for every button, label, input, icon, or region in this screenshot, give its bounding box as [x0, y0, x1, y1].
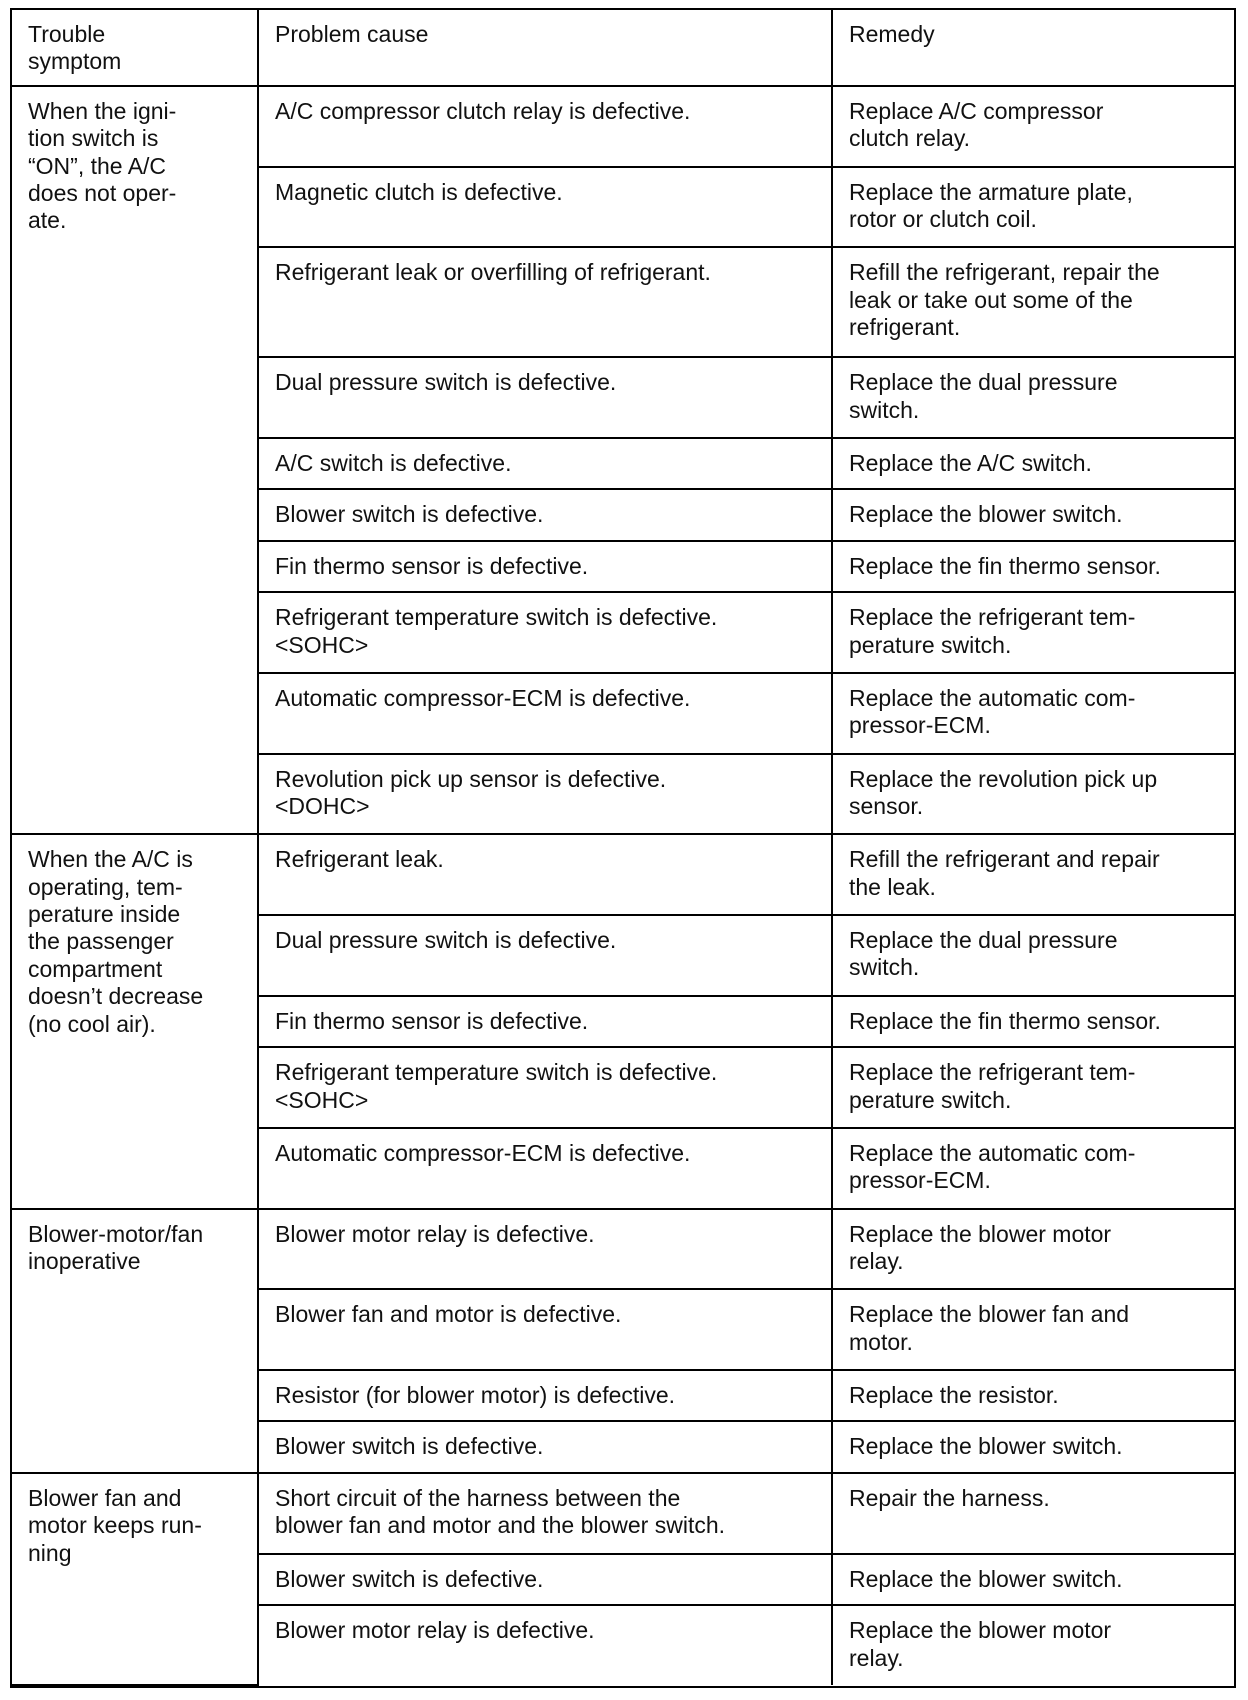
remedy-cell: Replace the blower motor relay. [832, 1209, 1234, 1290]
remedy-cell: Replace A/C compressor clutch relay. [832, 86, 1234, 167]
header-problem-cause: Problem cause [258, 10, 832, 86]
cause-cell: Fin thermo sensor is defective. [258, 541, 832, 593]
remedy-cell: Replace the revolution pick up sensor. [832, 754, 1234, 835]
remedy-cell: Replace the automatic com- pressor-ECM. [832, 1128, 1234, 1209]
remedy-cell: Replace the dual pressure switch. [832, 357, 1234, 438]
cause-cell: Refrigerant temperature switch is defective. <SOHC> [258, 592, 832, 673]
remedy-cell: Replace the armature plate, rotor or clutch coil. [832, 167, 1234, 248]
cause-cell: Magnetic clutch is defective. [258, 167, 832, 248]
table-row [12, 1473, 1234, 1554]
cause-cell: Refrigerant leak or overfilling of refrigerant. [258, 247, 832, 357]
cause-cell: A/C switch is defective. [258, 438, 832, 490]
remedy-cell: Replace the refrigerant tem- perature switch. [832, 592, 1234, 673]
remedy-cell: Refill the refrigerant and repair the leak. [832, 834, 1234, 915]
remedy-cell: Replace the blower switch. [832, 1421, 1234, 1473]
cause-cell: A/C compressor clutch relay is defective. [258, 86, 832, 167]
remedy-cell: Replace the dual pressure switch. [832, 915, 1234, 996]
table-row [12, 1209, 1234, 1290]
header-row [12, 10, 1234, 86]
cause-cell: Blower motor relay is defective. [258, 1209, 832, 1290]
cause-cell: Resistor (for blower motor) is defective. [258, 1370, 832, 1422]
troubleshooting-table [12, 10, 1234, 1686]
cause-cell: Blower switch is defective. [258, 1421, 832, 1473]
cause-cell: Dual pressure switch is defective. [258, 357, 832, 438]
remedy-cell: Replace the blower motor relay. [832, 1605, 1234, 1685]
remedy-cell: Replace the blower fan and motor. [832, 1289, 1234, 1370]
table-row [12, 834, 1234, 915]
cause-cell: Blower motor relay is defective. [258, 1605, 832, 1685]
cause-cell: Blower switch is defective. [258, 1554, 832, 1606]
cause-cell: Refrigerant leak. [258, 834, 832, 915]
symptom-cell: Blower-motor/fan inoperative [12, 1209, 258, 1473]
table-row [12, 86, 1234, 167]
cause-cell: Dual pressure switch is defective. [258, 915, 832, 996]
header-trouble-symptom: Trouble symptom [12, 10, 258, 86]
remedy-cell: Repair the harness. [832, 1473, 1234, 1554]
remedy-cell: Replace the fin thermo sensor. [832, 996, 1234, 1048]
symptom-cell: When the A/C is operating, tem- perature inside the passenger compartment doesn’t decrease (no cool air). [12, 834, 258, 1208]
remedy-cell: Replace the blower switch. [832, 489, 1234, 541]
remedy-cell: Replace the refrigerant tem- perature switch. [832, 1047, 1234, 1128]
cause-cell: Refrigerant temperature switch is defective. <SOHC> [258, 1047, 832, 1128]
remedy-cell: Replace the fin thermo sensor. [832, 541, 1234, 593]
cause-cell: Fin thermo sensor is defective. [258, 996, 832, 1048]
symptom-cell: Blower fan and motor keeps run- ning [12, 1473, 258, 1685]
cause-cell: Automatic compressor-ECM is defective. [258, 673, 832, 754]
cause-cell: Blower fan and motor is defective. [258, 1289, 832, 1370]
remedy-cell: Replace the automatic com- pressor-ECM. [832, 673, 1234, 754]
cause-cell: Revolution pick up sensor is defective. <DOHC> [258, 754, 832, 835]
symptom-cell: When the igni- tion switch is “ON”, the A/C does not oper- ate. [12, 86, 258, 834]
cause-cell: Short circuit of the harness between the blower fan and motor and the blower switch. [258, 1473, 832, 1554]
troubleshooting-page [10, 8, 1236, 1688]
cause-cell: Blower switch is defective. [258, 489, 832, 541]
remedy-cell: Replace the A/C switch. [832, 438, 1234, 490]
header-remedy: Remedy [832, 10, 1234, 86]
cause-cell: Automatic compressor-ECM is defective. [258, 1128, 832, 1209]
remedy-cell: Replace the resistor. [832, 1370, 1234, 1422]
remedy-cell: Replace the blower switch. [832, 1554, 1234, 1606]
remedy-cell: Refill the refrigerant, repair the leak or take out some of the refrigerant. [832, 247, 1234, 357]
